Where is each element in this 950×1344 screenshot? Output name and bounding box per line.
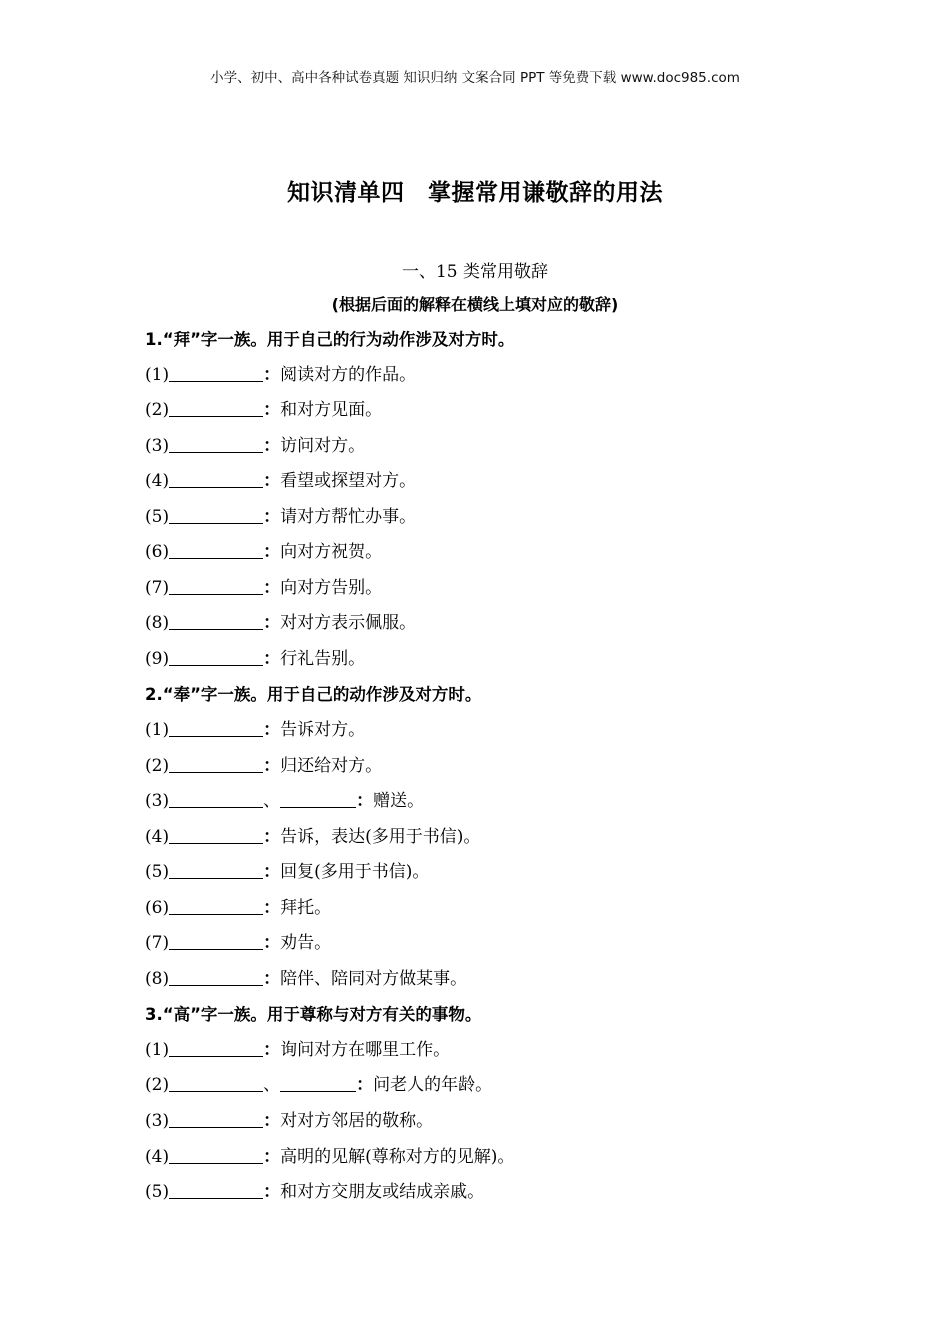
item-explanation: 告诉，表达(多用于书信)。 [280, 826, 481, 847]
item-explanation: 看望或探望对方。 [280, 471, 417, 492]
item-explanation: 问老人的年龄。 [373, 1075, 493, 1096]
answer-blank-second[interactable] [280, 787, 356, 808]
section-subtitle: 一、15 类常用敬辞 [401, 262, 549, 282]
item-number: (6) [145, 897, 170, 918]
colon: ： [263, 648, 281, 669]
colon: ： [263, 435, 281, 456]
section-heading: 3.“高”字一族。用于尊称与对方有关的事物。 [145, 1005, 482, 1025]
item-explanation: 陪伴、陪同对方做某事。 [280, 968, 468, 989]
exercise-item [145, 606, 845, 642]
exercise-item [145, 784, 845, 820]
exercise-content [145, 322, 845, 1211]
exercise-item [145, 855, 845, 891]
separator: 、 [263, 791, 281, 812]
item-explanation: 高明的见解(尊称对方的见解)。 [280, 1146, 515, 1167]
answer-blank[interactable] [169, 609, 263, 630]
item-number: (2) [145, 755, 170, 776]
item-number: (1) [145, 720, 170, 741]
instruction-text: (根据后面的解释在横线上填对应的敬辞) [331, 295, 619, 314]
item-explanation: 归还给对方。 [280, 755, 383, 776]
answer-blank[interactable] [169, 929, 263, 950]
item-number: (8) [145, 968, 170, 989]
colon: ： [263, 364, 281, 385]
item-number: (7) [145, 577, 170, 598]
answer-blank[interactable] [169, 432, 263, 453]
item-number: (6) [145, 542, 170, 563]
colon: ： [263, 862, 281, 883]
item-number: (3) [145, 791, 170, 812]
answer-blank[interactable] [169, 1071, 263, 1092]
exercise-item [145, 571, 845, 607]
exercise-item [145, 393, 845, 429]
colon: ： [263, 1146, 281, 1167]
item-explanation: 赠送。 [373, 791, 425, 812]
colon: ： [263, 506, 281, 527]
exercise-item [145, 358, 845, 394]
item-number: (3) [145, 435, 170, 456]
item-explanation: 向对方告别。 [280, 577, 383, 598]
answer-blank[interactable] [169, 574, 263, 595]
answer-blank[interactable] [169, 645, 263, 666]
separator: 、 [263, 1075, 281, 1096]
colon: ： [263, 1111, 281, 1132]
colon: ： [263, 1182, 281, 1203]
exercise-item [145, 749, 845, 785]
item-explanation: 劝告。 [280, 933, 332, 954]
page-header: 小学、初中、高中各种试卷真题 知识归纳 文案合同 PPT 等免费下载 www.doc985.com [210, 70, 740, 86]
answer-blank[interactable] [169, 1107, 263, 1128]
answer-blank[interactable] [169, 396, 263, 417]
exercise-item [145, 464, 845, 500]
answer-blank[interactable] [169, 503, 263, 524]
item-number: (3) [145, 1111, 170, 1132]
colon: ： [263, 826, 281, 847]
answer-blank[interactable] [169, 858, 263, 879]
item-number: (1) [145, 1039, 170, 1060]
exercise-item [145, 926, 845, 962]
exercise-item [145, 500, 845, 536]
item-explanation: 请对方帮忙办事。 [280, 506, 417, 527]
item-number: (9) [145, 648, 170, 669]
exercise-item [145, 1068, 845, 1104]
item-number: (5) [145, 862, 170, 883]
answer-blank[interactable] [169, 467, 263, 488]
colon: ： [263, 897, 281, 918]
answer-blank[interactable] [169, 787, 263, 808]
page-title: 知识清单四 掌握常用谦敬辞的用法 [287, 180, 663, 206]
item-number: (4) [145, 1146, 170, 1167]
answer-blank[interactable] [169, 1143, 263, 1164]
colon: ： [263, 613, 281, 634]
colon: ： [263, 933, 281, 954]
colon: ： [356, 1075, 374, 1096]
colon: ： [263, 1039, 281, 1060]
answer-blank[interactable] [169, 1036, 263, 1057]
answer-blank[interactable] [169, 752, 263, 773]
item-explanation: 回复(多用于书信)。 [280, 862, 430, 883]
colon: ： [263, 720, 281, 741]
item-explanation: 对对方表示佩服。 [280, 613, 417, 634]
colon: ： [263, 968, 281, 989]
item-number: (4) [145, 471, 170, 492]
colon: ： [263, 755, 281, 776]
item-explanation: 对对方邻居的敬称。 [280, 1111, 434, 1132]
colon: ： [263, 471, 281, 492]
exercise-item [145, 713, 845, 749]
item-number: (2) [145, 400, 170, 421]
exercise-item [145, 1104, 845, 1140]
item-explanation: 行礼告别。 [280, 648, 366, 669]
answer-blank-second[interactable] [280, 1071, 356, 1092]
exercise-item [145, 1140, 845, 1176]
item-explanation: 告诉对方。 [280, 720, 366, 741]
colon: ： [263, 542, 281, 563]
item-explanation: 访问对方。 [280, 435, 366, 456]
item-number: (4) [145, 826, 170, 847]
item-number: (5) [145, 506, 170, 527]
answer-blank[interactable] [169, 823, 263, 844]
item-number: (5) [145, 1182, 170, 1203]
exercise-item [145, 429, 845, 465]
item-explanation: 询问对方在哪里工作。 [280, 1039, 451, 1060]
exercise-item [145, 820, 845, 856]
exercise-item [145, 962, 845, 998]
section-heading: 1.“拜”字一族。用于自己的行为动作涉及对方时。 [145, 330, 515, 349]
exercise-item [145, 891, 845, 927]
item-explanation: 和对方见面。 [280, 400, 383, 421]
item-number: (7) [145, 933, 170, 954]
answer-blank[interactable] [169, 538, 263, 559]
item-number: (2) [145, 1075, 170, 1096]
item-explanation: 拜托。 [280, 897, 332, 918]
colon: ： [263, 577, 281, 598]
answer-blank[interactable] [169, 1178, 263, 1199]
answer-blank[interactable] [169, 894, 263, 915]
item-explanation: 和对方交朋友或结成亲戚。 [280, 1182, 485, 1203]
item-explanation: 阅读对方的作品。 [280, 364, 417, 385]
answer-blank[interactable] [169, 361, 263, 382]
colon: ： [356, 791, 374, 812]
item-number: (8) [145, 613, 170, 634]
exercise-item [145, 642, 845, 678]
exercise-item [145, 535, 845, 571]
exercise-item [145, 1175, 845, 1211]
item-number: (1) [145, 364, 170, 385]
answer-blank[interactable] [169, 965, 263, 986]
answer-blank[interactable] [169, 716, 263, 737]
colon: ： [263, 400, 281, 421]
item-explanation: 向对方祝贺。 [280, 542, 383, 563]
section-heading: 2.“奉”字一族。用于自己的动作涉及对方时。 [145, 685, 482, 705]
exercise-item [145, 1033, 845, 1069]
